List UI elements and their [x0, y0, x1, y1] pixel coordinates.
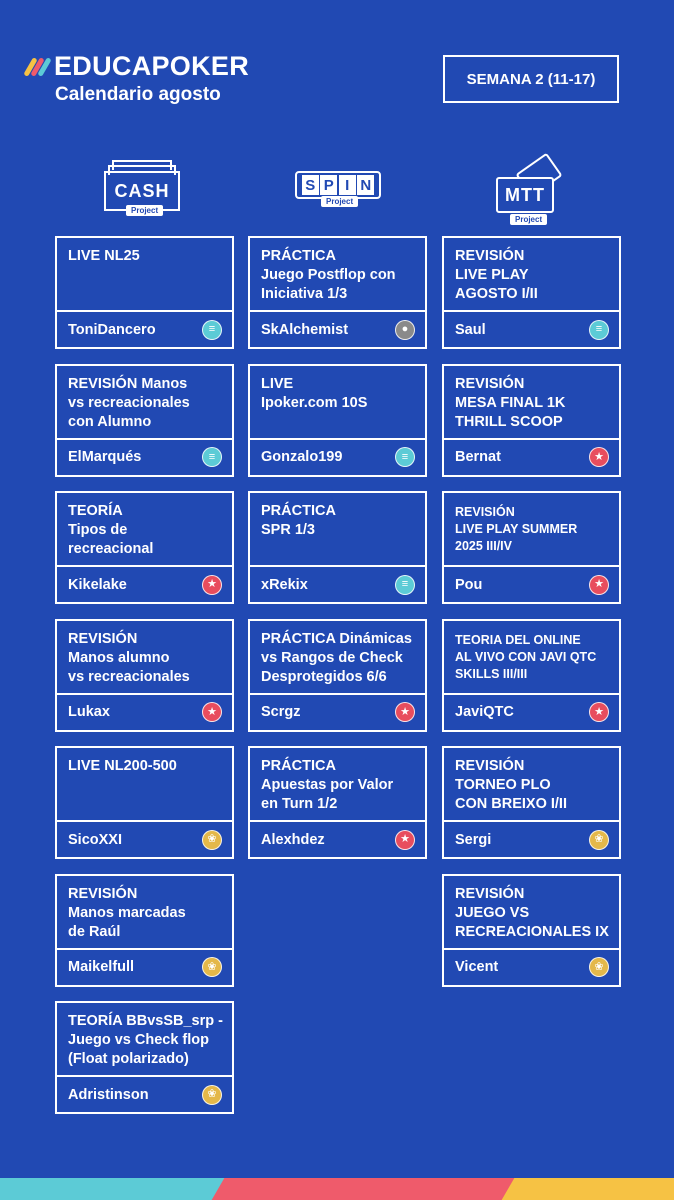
session-card — [442, 746, 621, 859]
session-card — [442, 236, 621, 349]
session-title: REVISIÓN Manos vs recreacionales con Alumno — [68, 375, 190, 430]
cash-label: CASH — [104, 171, 180, 211]
list-icon: ≡ — [589, 320, 609, 340]
session-footer — [57, 310, 232, 347]
session-title: REVISIÓN LIVE PLAY SUMMER 2025 III/IV — [455, 505, 578, 553]
spin-project-tag: Project — [321, 196, 358, 207]
laurel-icon: ❀ — [202, 957, 222, 977]
session-footer — [444, 820, 619, 857]
session-title: REVISIÓN Manos marcadas de Raúl — [68, 885, 186, 940]
session-footer — [57, 948, 232, 985]
session-card — [55, 746, 234, 859]
session-footer — [250, 565, 425, 602]
session-footer — [250, 693, 425, 730]
page-subtitle: Calendario agosto — [55, 84, 221, 105]
spin-letter: S — [302, 175, 319, 195]
coach-name: Kikelake — [68, 576, 127, 593]
coach-name: Scrgz — [261, 704, 301, 720]
coach-name: xRekix — [261, 576, 308, 593]
mtt-project-tag: Project — [510, 214, 547, 225]
session-title: REVISIÓN TORNEO PLO CON BREIXO I/II — [455, 758, 567, 812]
session-footer — [57, 693, 232, 730]
list-icon: ≡ — [395, 575, 415, 595]
list-icon: ≡ — [395, 447, 415, 467]
coach-name: Pou — [455, 576, 483, 593]
session-card — [442, 619, 621, 732]
bottom-color-strip — [0, 1178, 674, 1200]
brand — [26, 52, 249, 80]
brand-name: EDUCAPOKER — [54, 51, 250, 81]
session-card — [55, 619, 234, 732]
mtt-label: MTT — [496, 177, 554, 213]
session-title: PRÁCTICA SPR 1/3 — [261, 503, 336, 538]
session-card — [55, 236, 234, 349]
session-footer — [57, 820, 232, 857]
spin-letter: N — [357, 175, 374, 195]
coach-name: Alexhdez — [261, 831, 325, 848]
session-card — [55, 364, 234, 477]
coach-name: Saul — [455, 321, 486, 338]
session-title: TEORÍA Tipos de recreacional — [68, 503, 154, 557]
session-card — [248, 746, 427, 859]
cash-project-logo — [104, 160, 180, 216]
laurel-icon: ❀ — [589, 830, 609, 850]
cash-project-tag: Project — [126, 205, 163, 216]
mtt-project-logo — [494, 157, 566, 225]
coach-name: ElMarqués — [68, 449, 142, 465]
week-badge: SEMANA 2 (11-17) — [443, 55, 619, 103]
coach-name: Lukax — [68, 704, 110, 720]
session-title: REVISIÓN MESA FINAL 1K THRILL SCOOP — [455, 375, 566, 430]
session-footer — [57, 438, 232, 475]
coach-name: SicoXXI — [68, 831, 122, 848]
session-card — [248, 491, 427, 604]
header — [26, 52, 249, 106]
session-title: PRÁCTICA Juego Postflop con Iniciativa 1/3 — [261, 248, 396, 302]
badge-icon: ★ — [395, 702, 415, 722]
laurel-icon: ❀ — [202, 830, 222, 850]
laurel-icon: ❀ — [589, 957, 609, 977]
coach-name: ToniDancero — [68, 321, 156, 338]
spin-letter: P — [320, 175, 337, 195]
session-card — [442, 491, 621, 604]
session-card — [442, 364, 621, 477]
session-footer — [444, 565, 619, 602]
badge-icon: ★ — [395, 830, 415, 850]
coach-name: Bernat — [455, 449, 501, 465]
laurel-icon: ❀ — [202, 1085, 222, 1105]
session-title: TEORÍA BBvsSB_srp - Juego vs Check flop (Float polarizado) — [68, 1013, 223, 1067]
coach-name: Sergi — [455, 831, 492, 848]
badge-icon: ★ — [202, 702, 222, 722]
session-footer — [250, 438, 425, 475]
badge-icon: ★ — [589, 702, 609, 722]
badge-icon: ★ — [202, 575, 222, 595]
session-title: REVISIÓN JUEGO VS RECREACIONALES IX — [455, 885, 609, 940]
list-icon: ≡ — [202, 447, 222, 467]
session-title: PRÁCTICA Dinámicas vs Rangos de Check Desprotegidos 6/6 — [261, 630, 412, 685]
coach-name: JaviQTC — [455, 704, 514, 720]
session-card — [442, 874, 621, 987]
session-card — [248, 619, 427, 732]
session-title: LIVE NL25 — [68, 248, 140, 264]
session-title: LIVE Ipoker.com 10S — [261, 375, 368, 411]
session-card — [248, 236, 427, 349]
badge-icon: ★ — [589, 575, 609, 595]
session-footer — [57, 1075, 232, 1112]
coach-name: Vicent — [455, 959, 499, 975]
coach-name: Maikelfull — [68, 959, 135, 975]
session-footer — [444, 948, 619, 985]
badge-icon: ★ — [589, 447, 609, 467]
spin-letter: I — [339, 175, 356, 195]
session-footer — [444, 310, 619, 347]
spin-project-logo — [295, 171, 381, 207]
coach-name: Adristinson — [68, 1086, 149, 1103]
session-title: REVISIÓN LIVE PLAY AGOSTO I/II — [455, 248, 538, 302]
session-title: LIVE NL200-500 — [68, 758, 177, 774]
session-title: TEORIA DEL ONLINE AL VIVO CON JAVI QTC SKILLS III/III — [455, 632, 597, 681]
session-footer — [250, 820, 425, 857]
session-title: PRÁCTICA Apuestas por Valor en Turn 1/2 — [261, 758, 394, 812]
session-footer — [57, 565, 232, 602]
session-footer — [444, 438, 619, 475]
educapoker-logo-icon — [26, 54, 50, 78]
session-footer — [444, 693, 619, 730]
session-card — [248, 364, 427, 477]
list-icon: ≡ — [202, 320, 222, 340]
coach-name: SkAlchemist — [261, 321, 349, 338]
session-card — [55, 491, 234, 604]
session-card — [55, 1001, 234, 1114]
apple-icon: ● — [395, 320, 415, 340]
coach-name: Gonzalo199 — [261, 449, 343, 465]
session-card — [55, 874, 234, 987]
session-title: REVISIÓN Manos alumno vs recreacionales — [68, 630, 190, 685]
session-footer — [250, 310, 425, 347]
